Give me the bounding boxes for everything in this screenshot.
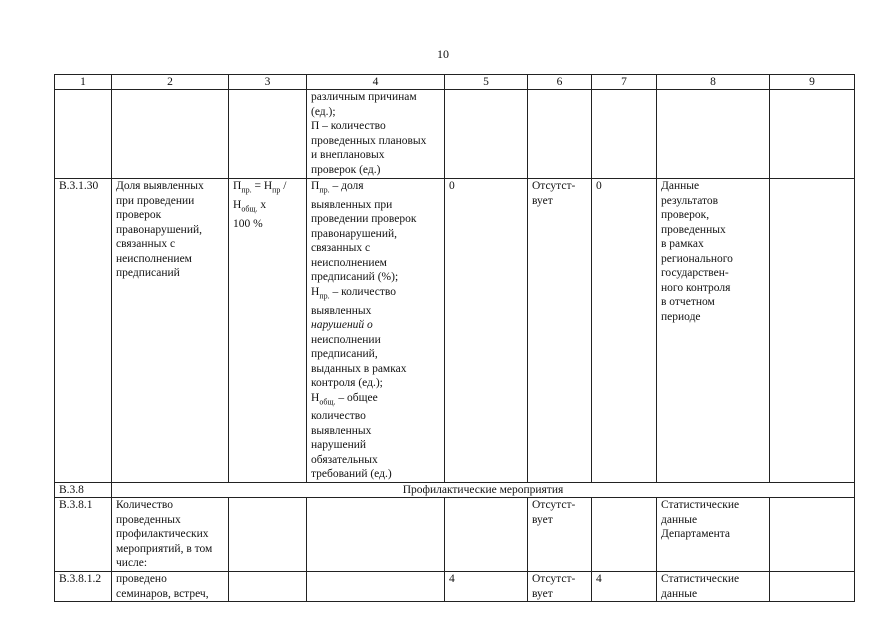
formula-text: Н	[233, 198, 242, 211]
table-cell	[770, 179, 855, 483]
actual-value: 4	[592, 572, 657, 602]
var-description: неисполнении предписаний, выданных в рамках контроля (ед.);	[311, 333, 407, 390]
indicator-code: В.3.8.1.2	[55, 572, 112, 602]
table-row	[55, 90, 855, 179]
var-description-italic: нарушений о	[311, 319, 373, 332]
table-cell	[770, 90, 855, 179]
formula-description: различным причинам (ед.); П – количество проведенных плановых и внеплановых проверок (ед.)	[307, 90, 445, 179]
formula-subscript: пр	[272, 185, 281, 195]
indicator-name: Количество проведенных профилактических мероприятий, в том числе:	[112, 498, 229, 572]
formula-text: = Н	[251, 180, 273, 192]
table-cell	[528, 90, 592, 179]
data-source: Данные результатов проверок, проведенных в рамках регионального государствен- ного контроля в отчетном периоде	[657, 179, 770, 483]
var-description: – количество выявленных	[311, 285, 396, 317]
header-cell: 8	[657, 75, 770, 90]
actual-value: 0	[592, 179, 657, 483]
section-code: В.3.8	[55, 482, 112, 498]
var-name: Н	[311, 285, 320, 298]
data-source: Статистические данные Департамента	[657, 498, 770, 572]
indicator-code: В.3.8.1	[55, 498, 112, 572]
data-source: Статистические данные	[657, 572, 770, 602]
var-name: П	[311, 180, 320, 192]
target-value: Отсутст- вует	[528, 572, 592, 602]
table-cell	[592, 498, 657, 572]
var-subscript: пр.	[319, 185, 330, 195]
base-value: 0	[445, 179, 528, 483]
header-cell: 1	[55, 75, 112, 90]
table-cell	[592, 90, 657, 179]
formula-description	[307, 179, 445, 483]
table-cell	[307, 498, 445, 572]
table-cell	[229, 572, 307, 602]
indicator-name: проведено семинаров, встреч,	[112, 572, 229, 602]
header-row	[55, 75, 855, 90]
table-row	[55, 572, 855, 602]
table-cell	[657, 90, 770, 179]
table-cell	[445, 90, 528, 179]
header-cell: 3	[229, 75, 307, 90]
var-subscript: общ.	[319, 396, 336, 406]
formula-subscript: пр.	[241, 185, 252, 195]
var-subscript: пр.	[319, 291, 330, 301]
indicator-code: В.3.1.30	[55, 179, 112, 483]
section-row	[55, 482, 855, 498]
target-value: Отсутст- вует	[528, 179, 592, 483]
formula-text: х	[257, 198, 267, 211]
table-cell	[112, 90, 229, 179]
header-cell: 2	[112, 75, 229, 90]
var-description: – общее количество выявленных нарушений обязательных требований (ед.)	[311, 391, 392, 481]
page-number: 10	[437, 47, 449, 61]
header-cell: 5	[445, 75, 528, 90]
header-cell: 6	[528, 75, 592, 90]
target-value: Отсутст- вует	[528, 498, 592, 572]
table-row	[55, 179, 855, 483]
table-cell	[229, 498, 307, 572]
formula-text: П	[233, 180, 242, 192]
table-cell	[55, 90, 112, 179]
formula-text: /	[280, 180, 287, 192]
indicator-formula	[229, 179, 307, 483]
formula-text: 100 %	[233, 217, 263, 230]
var-description: – доля выявленных при проведении проверок правонарушений, связанных с неисполнением предписаний (%);	[311, 180, 417, 284]
table-cell	[307, 572, 445, 602]
formula-subscript: общ.	[241, 204, 258, 214]
indicators-table	[54, 74, 855, 602]
section-title: Профилактические мероприятия	[112, 482, 855, 498]
table-cell	[770, 498, 855, 572]
table-cell	[445, 498, 528, 572]
table-cell	[770, 572, 855, 602]
base-value: 4	[445, 572, 528, 602]
table-cell	[229, 90, 307, 179]
header-cell: 9	[770, 75, 855, 90]
var-name: Н	[311, 391, 320, 404]
header-cell: 4	[307, 75, 445, 90]
table-row	[55, 498, 855, 572]
indicator-name: Доля выявленных при проведении проверок правонарушений, связанных с неисполнением предписаний	[112, 179, 229, 483]
header-cell: 7	[592, 75, 657, 90]
